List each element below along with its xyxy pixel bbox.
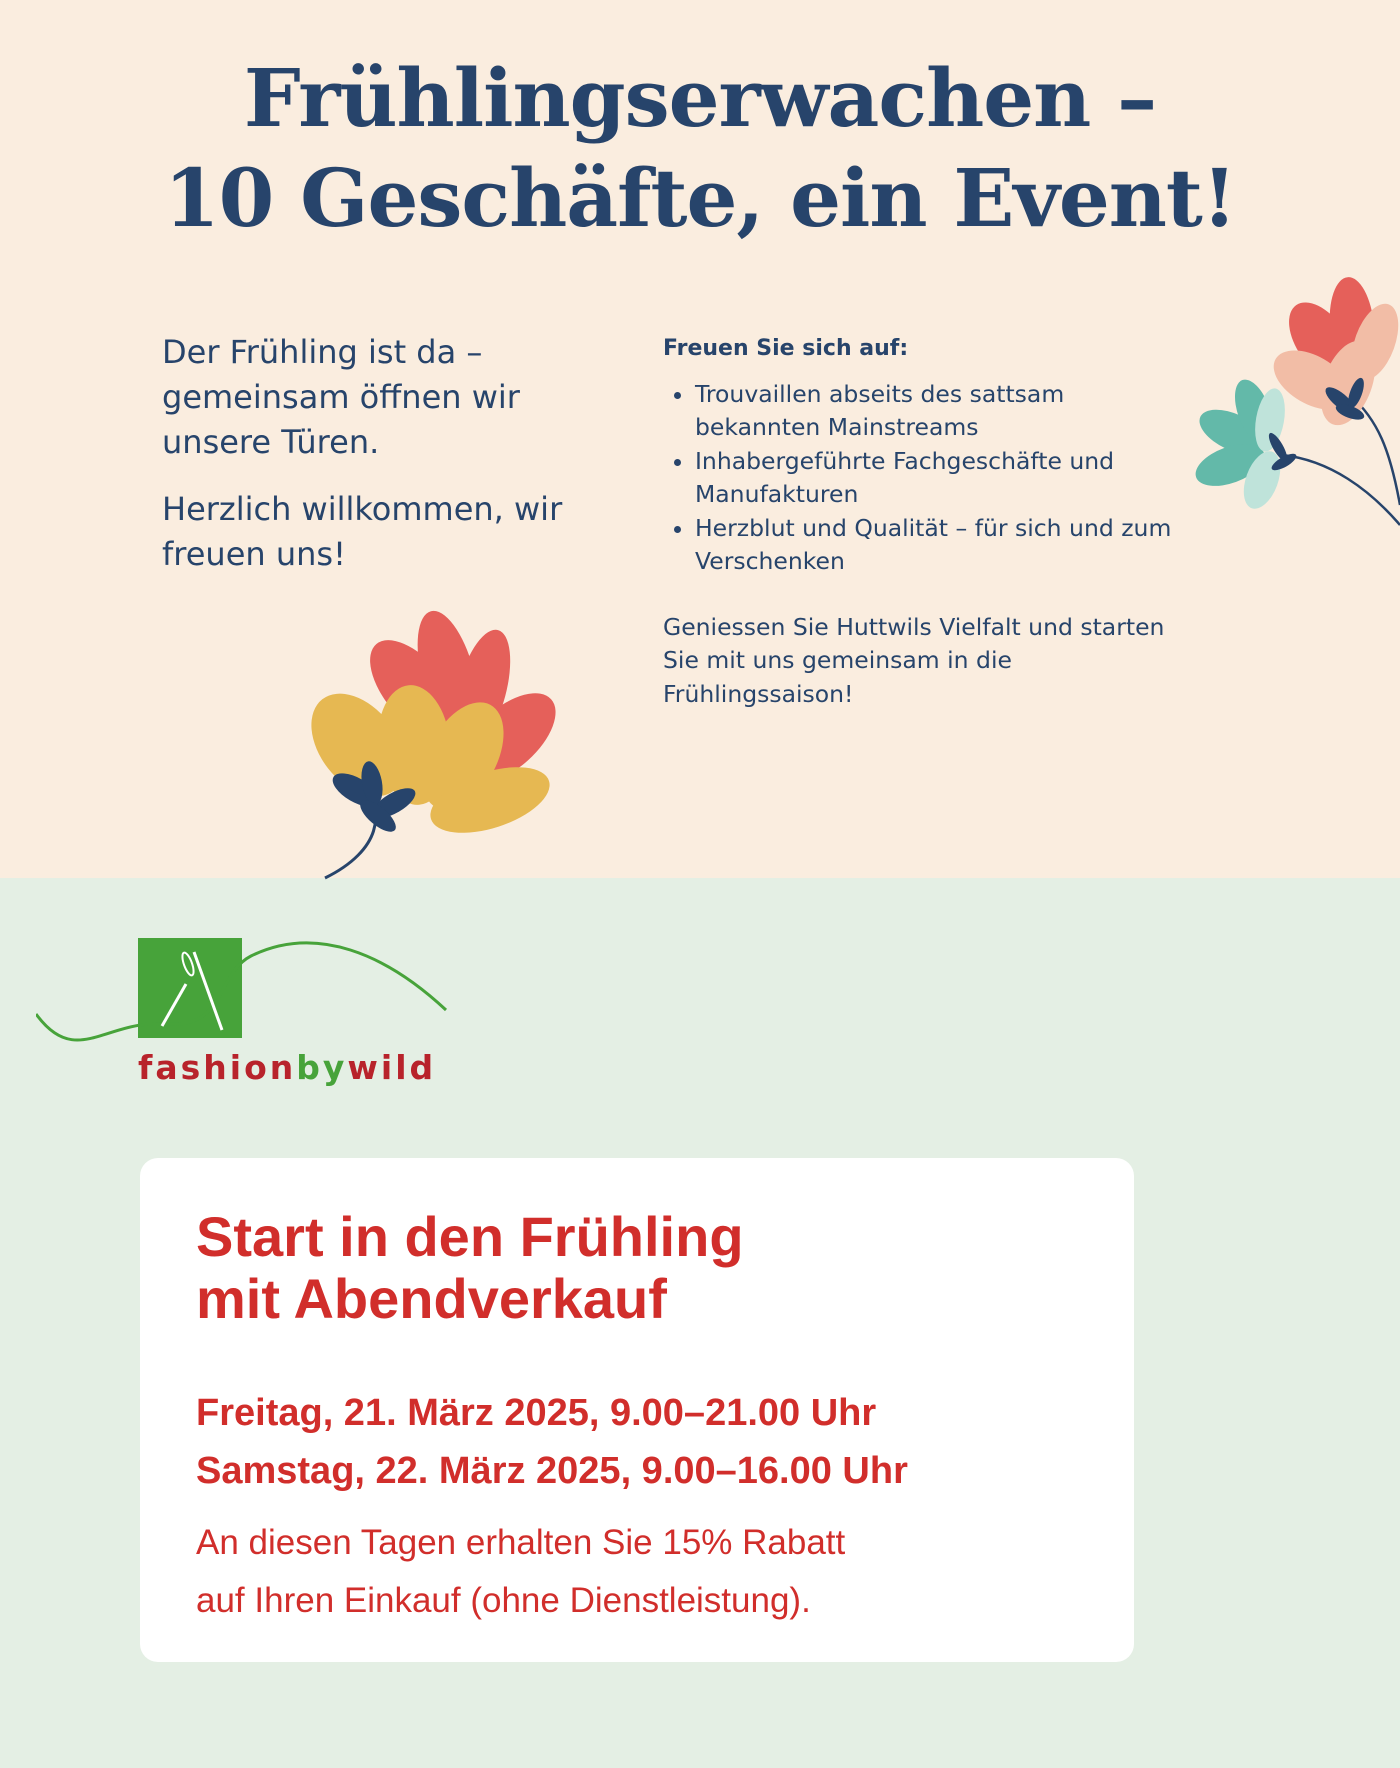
offer-discount-note — [196, 1514, 845, 1630]
offer-title — [196, 1206, 744, 1330]
offer-date-saturday: Samstag, 22. März 2025, 9.00–16.00 Uhr — [196, 1450, 908, 1492]
offer-title-line-1: Start in den Frühling — [196, 1205, 744, 1268]
offer-card — [140, 1158, 1134, 1662]
intro-paragraph-2: Herzlich willkommen, wir freuen uns! — [162, 490, 563, 573]
brand-logo — [138, 1048, 436, 1087]
brand-logo-wild: wild — [347, 1048, 437, 1087]
highlights-title: Freuen Sie sich auf: — [663, 336, 909, 361]
offer-note-line-1: An diesen Tagen erhalten Sie 15% Rabatt — [196, 1523, 846, 1562]
brand-logo-by: by — [296, 1048, 348, 1087]
highlights-closing: Geniessen Sie Huttwils Vielfalt und starten Sie mit uns gemeinsam in die Frühlingssaison! — [663, 612, 1165, 708]
intro-paragraph-1: Der Frühling ist da – gemeinsam öffnen wir unsere Türen. — [162, 333, 520, 461]
offer-note-line-2: auf Ihren Einkauf (ohne Dienstleistung). — [196, 1581, 811, 1620]
offer-dates — [196, 1384, 908, 1500]
list-item: • Inhabergeführte Fachgeschäfte und Manufakturen — [695, 445, 1183, 512]
page-title-line-1: Frühlingserwachen – — [243, 51, 1157, 145]
list-item: • Herzblut und Qualität – für sich und zum Verschenken — [695, 512, 1183, 579]
list-item: • Trouvaillen abseits des sattsam bekannten Mainstreams — [695, 378, 1183, 445]
flower-yellow-red-icon — [292, 605, 571, 878]
offer-date-friday: Freitag, 21. März 2025, 9.00–21.00 Uhr — [196, 1392, 877, 1434]
needle-logo-icon — [36, 934, 456, 1054]
offer-title-line-2: mit Abendverkauf — [196, 1267, 667, 1330]
brand-logo-fashion: fashion — [138, 1048, 297, 1087]
page-title-line-2: 10 Geschäfte, ein Event! — [163, 151, 1236, 245]
